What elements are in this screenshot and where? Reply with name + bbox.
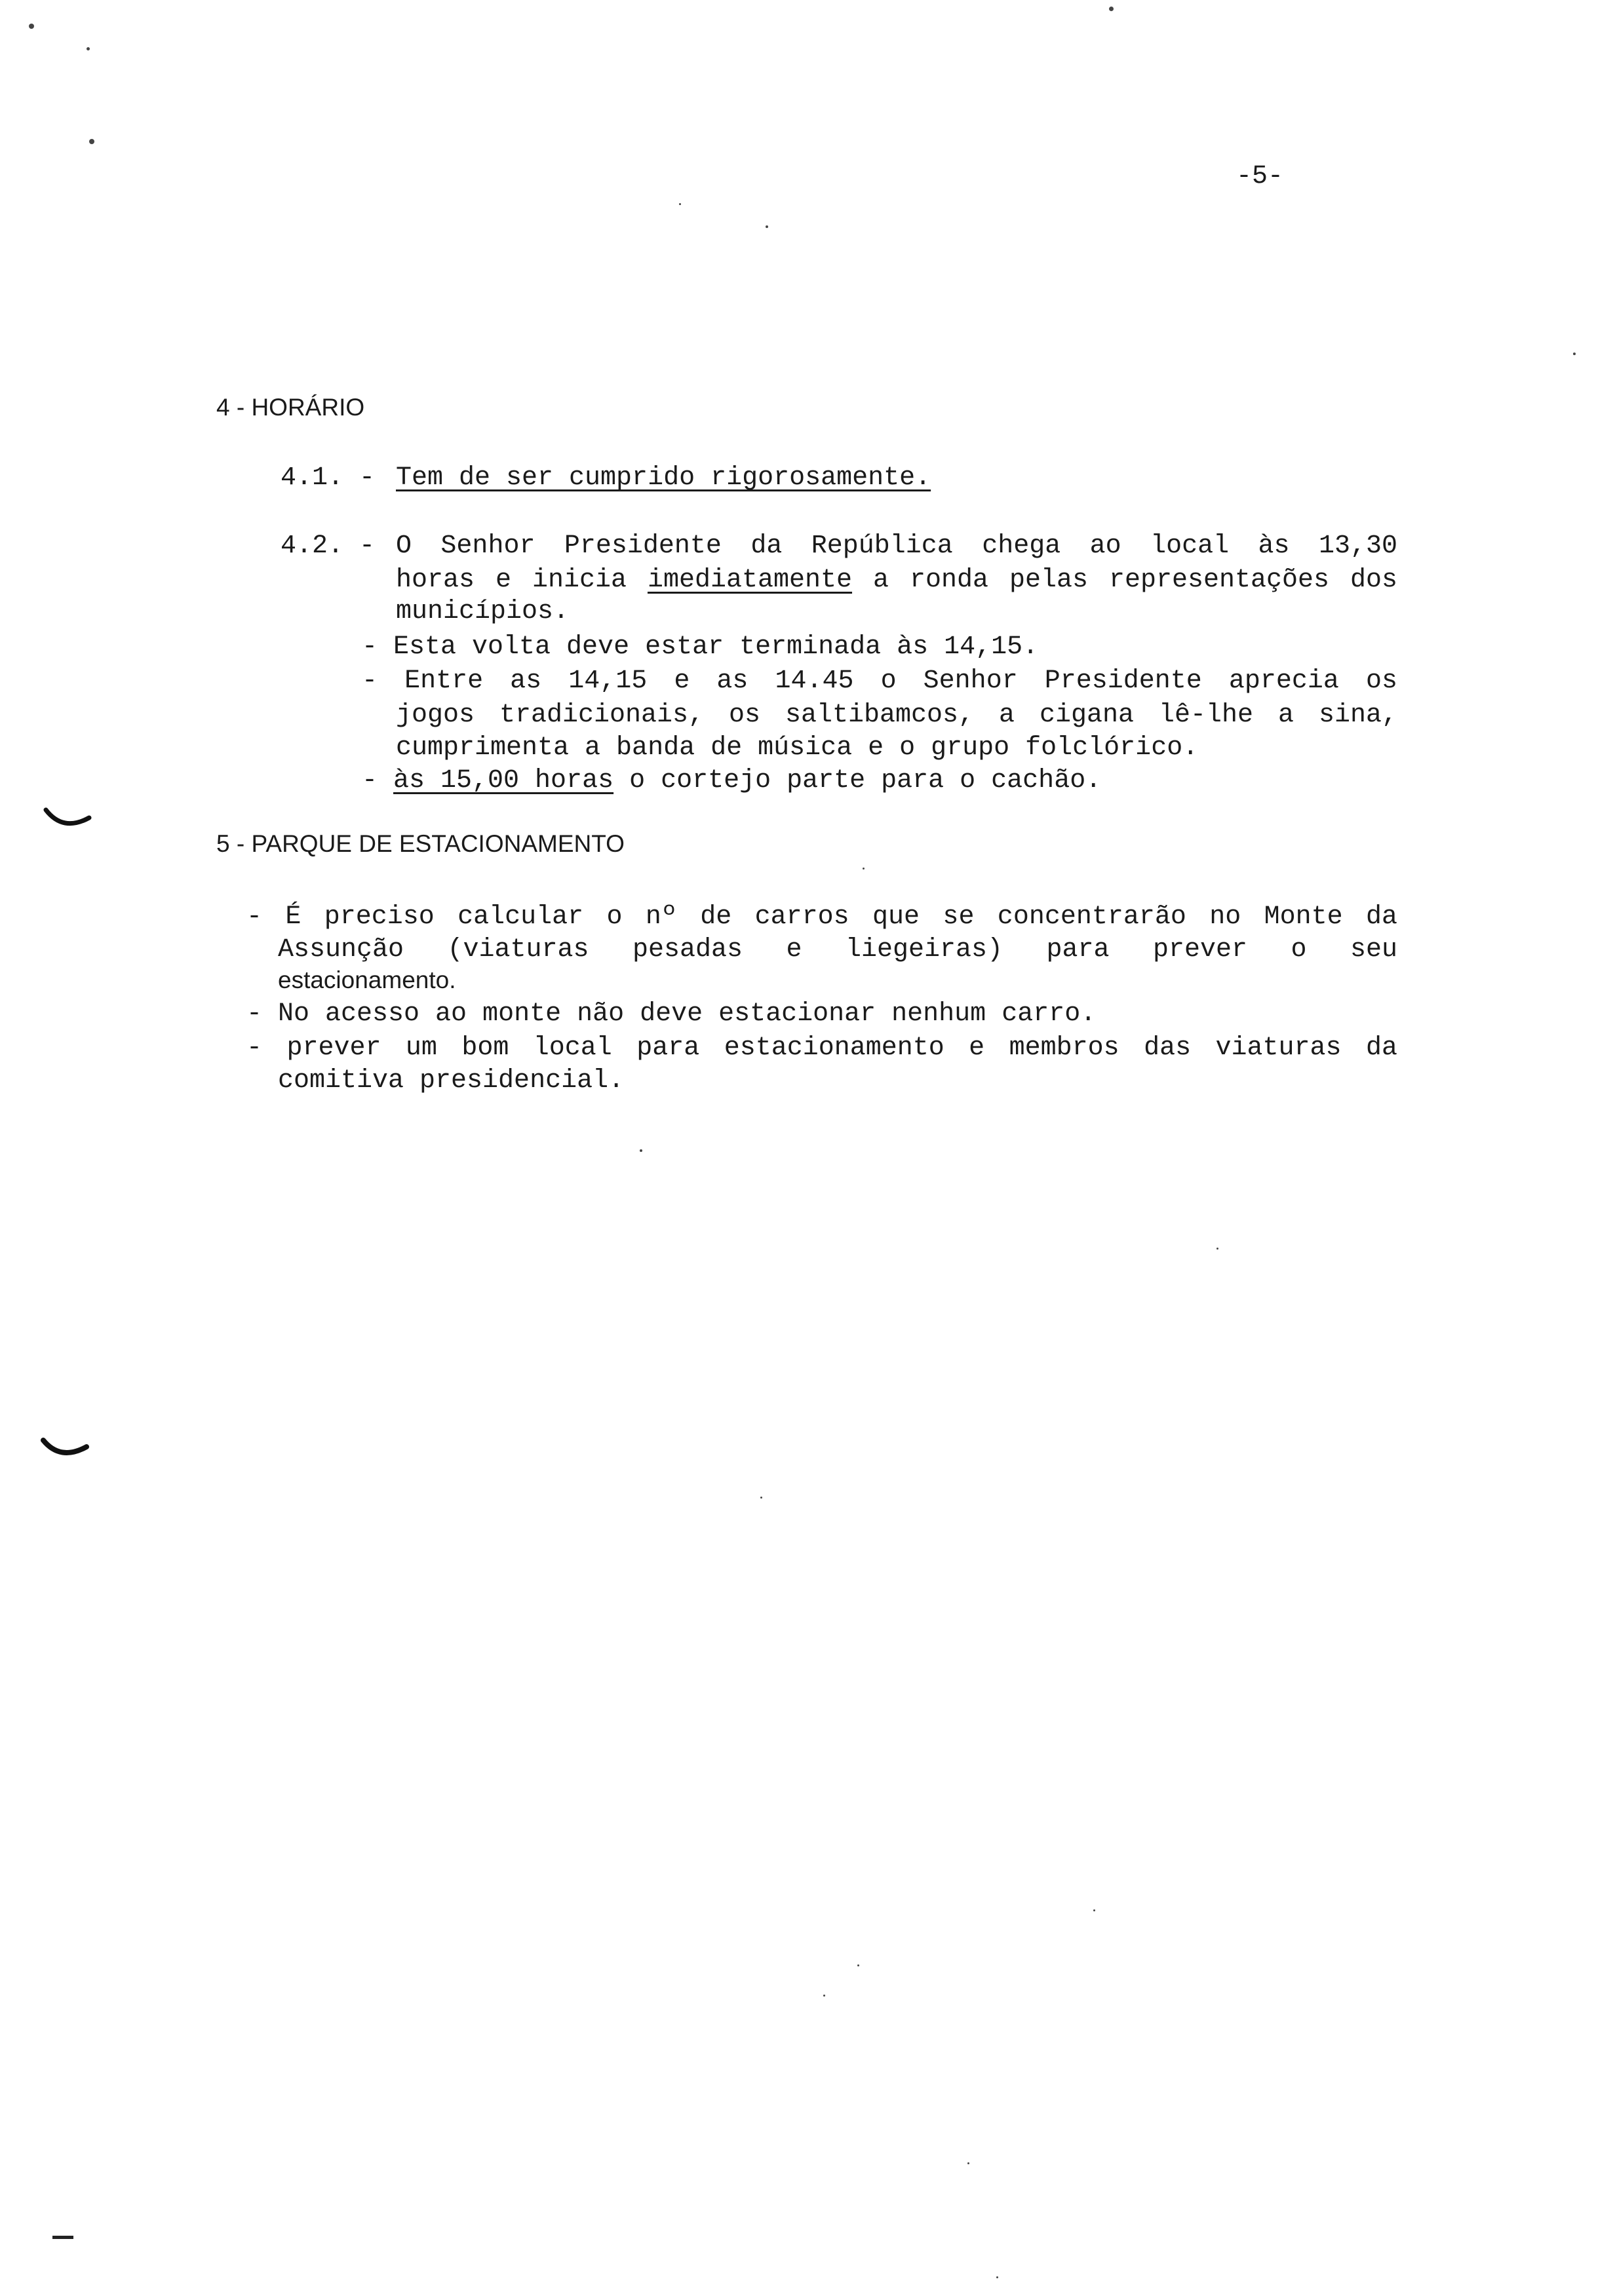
speck xyxy=(1216,1248,1218,1250)
speck xyxy=(679,203,681,205)
section-5-bullet-1-line-1: - É preciso calcular o nº de carros que se concentrarão no Monte da xyxy=(246,902,1397,932)
speck xyxy=(766,225,768,228)
speck xyxy=(857,1964,859,1966)
item-4-2-bullet-2-line-3: cumprimenta a banda de música e o grupo folclórico. xyxy=(396,733,1199,763)
section-5-bullet-3-line-1: - prever um bom local para estacionamento e membros das viaturas da xyxy=(246,1033,1397,1063)
speck xyxy=(863,868,865,870)
item-4-2-bullet-3-dash: - xyxy=(362,766,394,795)
speck xyxy=(823,1995,825,1997)
speck xyxy=(640,1149,642,1152)
item-4-2-line-3: municípios. xyxy=(396,597,570,626)
punch-mark-lower xyxy=(39,1435,92,1468)
speck xyxy=(29,24,34,29)
section-5-heading: 5 - PARQUE DE ESTACIONAMENTO xyxy=(216,830,625,857)
page-number: -5- xyxy=(1236,162,1284,191)
speck xyxy=(1109,7,1114,11)
section-5-bullet-2: - No acesso ao monte não deve estacionar nenhum carro. xyxy=(246,999,1097,1029)
item-4-2-bullet-3-post: o cortejo parte para o cachão. xyxy=(613,766,1102,795)
speck xyxy=(1573,353,1576,355)
scan-mark-bottom xyxy=(52,2236,73,2239)
item-4-1-text: Tem de ser cumprido rigorosamente. xyxy=(396,463,931,493)
item-4-2-bullet-2-line-1: - Entre as 14,15 e as 14.45 o Senhor Presidente aprecia os xyxy=(362,666,1397,696)
item-4-2-bullet-3-emphasis: às 15,00 horas xyxy=(393,766,614,795)
item-4-2-emphasis: imediatamente xyxy=(647,565,853,595)
speck xyxy=(996,2276,998,2278)
speck xyxy=(1093,1909,1095,1911)
item-4-2-bullet-1: - Esta volta deve estar terminada às 14,15. xyxy=(362,632,1039,662)
speck xyxy=(89,139,94,144)
item-4-2-line-1: O Senhor Presidente da República chega ao local às 13,30 xyxy=(396,531,1397,561)
item-4-1-number: 4.1. - xyxy=(281,463,376,493)
section-5-bullet-1-line-2: Assunção (viaturas pesadas e liegeiras) para prever o seu xyxy=(278,935,1397,965)
speck xyxy=(87,47,90,50)
section-5-bullet-1-line-3: estacionamento. xyxy=(278,966,456,993)
item-4-2-line-2-post: a ronda pelas representações dos xyxy=(852,565,1397,595)
item-4-2-bullet-2-line-2: jogos tradicionais, os saltibamcos, a cigana lê-lhe a sina, xyxy=(396,700,1397,730)
section-4-heading: 4 - HORÁRIO xyxy=(216,394,365,421)
item-4-2-number: 4.2. - xyxy=(281,531,376,561)
speck xyxy=(760,1497,762,1499)
punch-mark-upper xyxy=(43,806,96,839)
speck xyxy=(967,2162,969,2164)
section-5-bullet-3-line-2: comitiva presidencial. xyxy=(278,1066,625,1096)
item-4-2-line-2 xyxy=(396,564,1397,598)
item-4-2-bullet-3 xyxy=(362,764,1101,798)
item-4-2-line-2-pre: horas e inicia xyxy=(396,565,648,595)
